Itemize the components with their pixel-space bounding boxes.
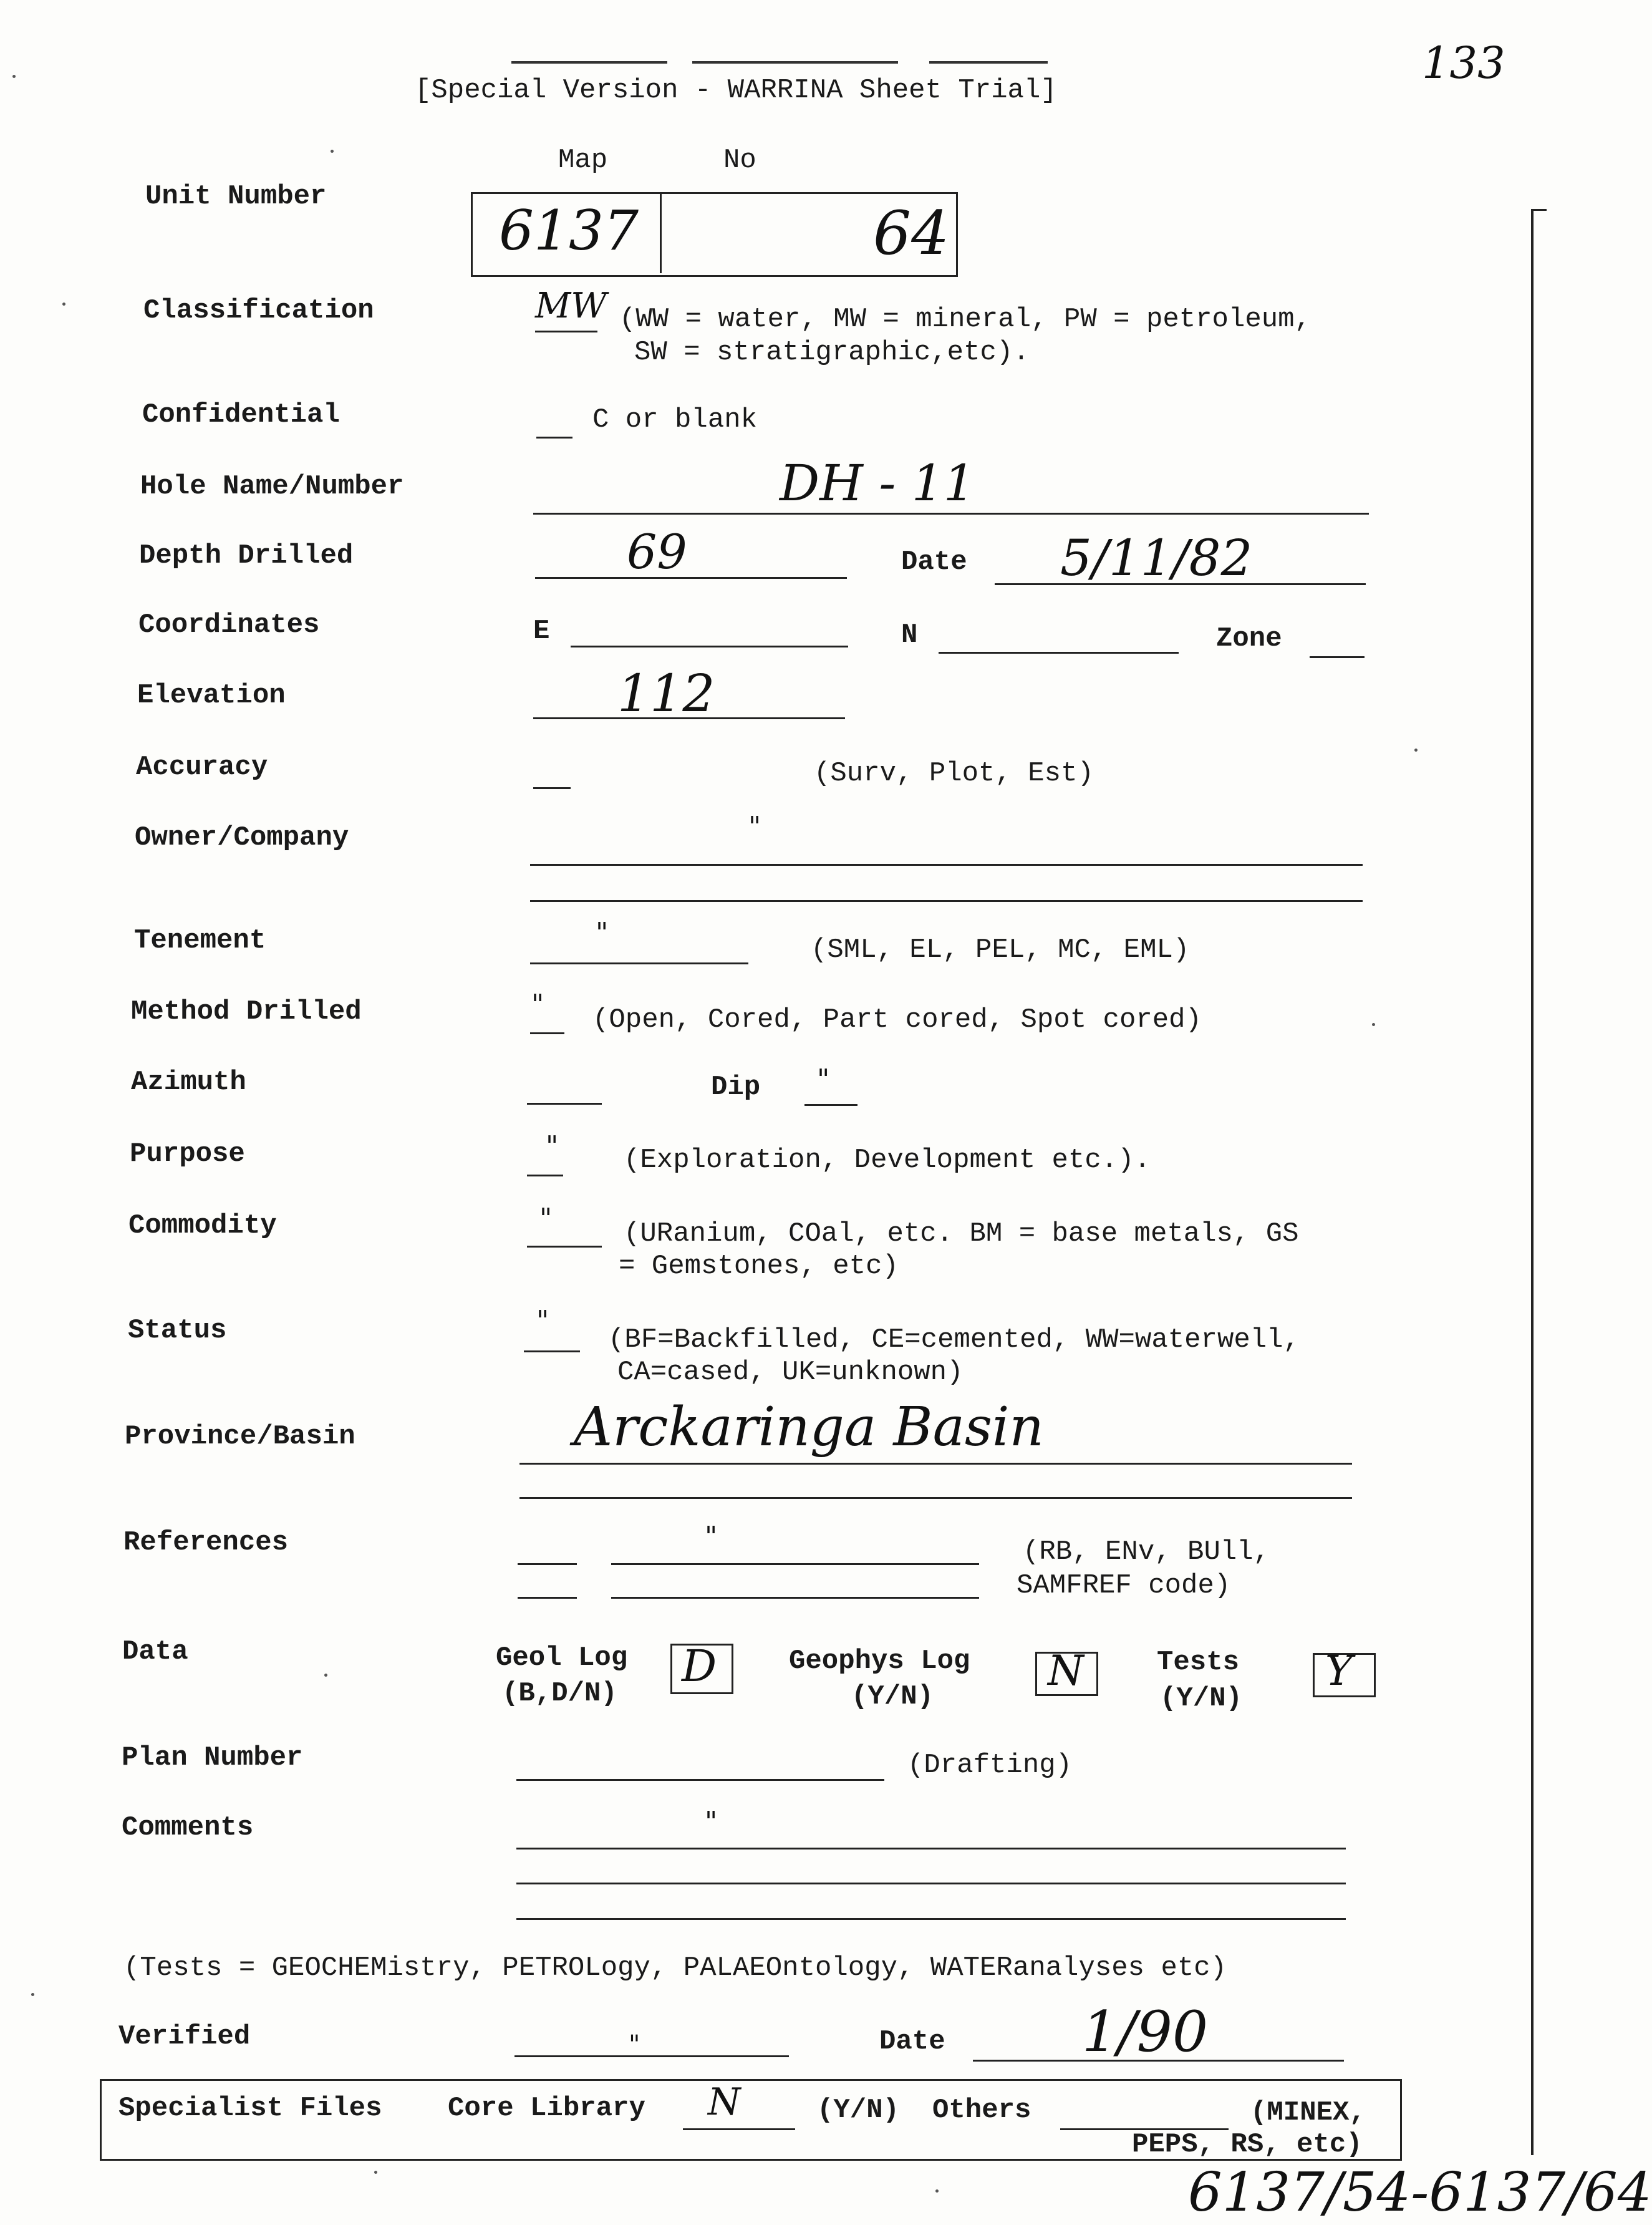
tests-label: Tests bbox=[1157, 1647, 1240, 1678]
azimuth-label: Azimuth bbox=[131, 1067, 246, 1098]
unit-map-value[interactable]: 6137 bbox=[499, 198, 639, 263]
date-value[interactable]: 5/11/82 bbox=[1060, 529, 1253, 587]
page-number: 133 bbox=[1422, 37, 1505, 89]
map-header: Map bbox=[558, 145, 608, 176]
references-hint-1: (RB, ENv, BUll, bbox=[1023, 1536, 1270, 1568]
depth-label: Depth Drilled bbox=[139, 540, 354, 571]
plan-number-field-line[interactable] bbox=[516, 1779, 884, 1781]
right-margin-tick bbox=[1531, 209, 1547, 211]
others-hint-1: (MINEX, bbox=[1250, 2097, 1366, 2128]
accuracy-label: Accuracy bbox=[136, 752, 268, 783]
method-hint: (Open, Cored, Part cored, Spot cored) bbox=[592, 1004, 1202, 1035]
specialist-files-label: Specialist Files bbox=[118, 2093, 382, 2124]
dip-label: Dip bbox=[711, 1072, 761, 1103]
tenement-label: Tenement bbox=[134, 925, 266, 956]
tenement-field-line bbox=[530, 962, 748, 964]
core-library-hint: (Y/N) bbox=[817, 2095, 900, 2126]
confidential-label: Confidential bbox=[142, 399, 340, 430]
status-label: Status bbox=[128, 1315, 227, 1346]
status-value[interactable]: " bbox=[536, 1305, 549, 1337]
scan-speck bbox=[374, 2171, 377, 2174]
obscured-title-dash bbox=[511, 61, 667, 64]
coordinates-label: Coordinates bbox=[138, 609, 320, 641]
verified-field-line bbox=[514, 2055, 789, 2057]
scan-speck bbox=[324, 1674, 327, 1677]
unit-number-divider bbox=[660, 192, 662, 273]
geophys-log-hint: (Y/N) bbox=[851, 1681, 934, 1712]
no-header: No bbox=[723, 145, 756, 176]
references-short-line-1[interactable] bbox=[518, 1563, 577, 1565]
azimuth-field-line[interactable] bbox=[527, 1103, 602, 1105]
commodity-label: Commodity bbox=[128, 1210, 277, 1241]
core-library-field-line bbox=[683, 2128, 795, 2130]
footer-annotation: 6137/54-6137/64 bbox=[1188, 2161, 1652, 2224]
zone-label: Zone bbox=[1216, 623, 1282, 654]
plan-number-label: Plan Number bbox=[122, 1742, 303, 1773]
tenement-value[interactable]: " bbox=[596, 917, 609, 949]
date-field-line bbox=[995, 583, 1366, 585]
hole-name-field-line bbox=[533, 513, 1369, 515]
province-label: Province/Basin bbox=[125, 1421, 355, 1452]
references-long-line-1[interactable] bbox=[611, 1563, 979, 1565]
tenement-hint: (SML, EL, PEL, MC, EML) bbox=[811, 934, 1190, 966]
method-value[interactable]: " bbox=[531, 989, 544, 1020]
date-label: Date bbox=[901, 546, 967, 578]
geophys-log-value[interactable]: N bbox=[1048, 1647, 1084, 1695]
comments-label: Comments bbox=[122, 1812, 254, 1843]
confidential-field-line[interactable] bbox=[536, 437, 572, 439]
references-value[interactable]: " bbox=[705, 1521, 718, 1553]
accuracy-hint: (Surv, Plot, Est) bbox=[814, 758, 1094, 789]
owner-label: Owner/Company bbox=[135, 822, 349, 853]
hole-name-value[interactable]: DH - 11 bbox=[780, 454, 975, 512]
data-label: Data bbox=[122, 1636, 188, 1667]
northing-field-line[interactable] bbox=[939, 652, 1179, 654]
easting-field-line[interactable] bbox=[571, 646, 848, 647]
classification-field-line bbox=[535, 331, 597, 332]
tests-value[interactable]: Y bbox=[1325, 1647, 1353, 1695]
owner-value[interactable]: " bbox=[748, 811, 761, 843]
status-hint-1: (BF=Backfilled, CE=cemented, WW=waterwell, bbox=[608, 1324, 1300, 1355]
elevation-field-line bbox=[533, 717, 845, 719]
elevation-value[interactable]: 112 bbox=[617, 664, 715, 724]
purpose-hint: (Exploration, Development etc.). bbox=[624, 1145, 1151, 1176]
references-long-line-2[interactable] bbox=[611, 1597, 979, 1599]
unit-number-label: Unit Number bbox=[145, 181, 327, 212]
classification-legend-1: (WW = water, MW = mineral, PW = petroleum, bbox=[619, 304, 1311, 335]
purpose-value[interactable]: " bbox=[546, 1130, 559, 1162]
others-label: Others bbox=[932, 2095, 1031, 2126]
scan-speck bbox=[935, 2189, 939, 2193]
obscured-title-dash bbox=[692, 61, 898, 64]
purpose-label: Purpose bbox=[130, 1138, 245, 1170]
scan-speck bbox=[331, 150, 334, 153]
commodity-hint-2: = Gemstones, etc) bbox=[619, 1251, 899, 1282]
purpose-field-line bbox=[527, 1175, 563, 1176]
province-field-line-2 bbox=[519, 1497, 1352, 1499]
verified-label: Verified bbox=[118, 2021, 251, 2052]
owner-field-line-2 bbox=[530, 900, 1363, 902]
verified-date-value[interactable]: 1/90 bbox=[1082, 1999, 1209, 2065]
zone-field-line[interactable] bbox=[1310, 656, 1365, 658]
commodity-hint-1: (URanium, COal, etc. BM = base metals, GS bbox=[624, 1218, 1299, 1249]
core-library-value[interactable]: N bbox=[708, 2080, 741, 2124]
right-margin-line bbox=[1531, 209, 1534, 2155]
plan-number-hint: (Drafting) bbox=[907, 1750, 1073, 1781]
province-field-line-1 bbox=[519, 1463, 1352, 1465]
owner-field-line-1 bbox=[530, 864, 1363, 866]
confidential-hint: C or blank bbox=[592, 404, 758, 435]
geol-log-value[interactable]: D bbox=[682, 1641, 717, 1692]
depth-value[interactable]: 69 bbox=[627, 524, 687, 579]
comments-field-line-1 bbox=[516, 1848, 1346, 1849]
classification-value[interactable]: MW bbox=[535, 286, 607, 326]
commodity-field-line bbox=[527, 1246, 602, 1248]
status-hint-2: CA=cased, UK=unknown) bbox=[617, 1357, 964, 1388]
easting-label: E bbox=[533, 616, 550, 647]
comments-field-line-3 bbox=[516, 1918, 1346, 1920]
province-value[interactable]: Arckaringa Basin bbox=[574, 1396, 1044, 1458]
geol-log-hint: (B,D/N) bbox=[502, 1678, 617, 1709]
tests-note: (Tests = GEOCHEMistry, PETROLogy, PALAEOntology, WATERanalyses etc) bbox=[123, 1952, 1227, 1984]
verified-date-field-line bbox=[973, 2060, 1344, 2062]
elevation-label: Elevation bbox=[137, 680, 286, 711]
references-hint-2: SAMFREF code) bbox=[1017, 1570, 1231, 1601]
geophys-log-label: Geophys Log bbox=[789, 1646, 970, 1677]
dip-value[interactable]: " bbox=[817, 1064, 830, 1095]
depth-field-line bbox=[535, 577, 847, 579]
scan-speck bbox=[1372, 1023, 1375, 1026]
scan-speck bbox=[12, 75, 16, 78]
northing-label: N bbox=[901, 619, 918, 651]
method-field-line bbox=[530, 1032, 564, 1034]
hole-name-label: Hole Name/Number bbox=[140, 471, 404, 502]
obscured-title-dash bbox=[929, 61, 1048, 64]
references-label: References bbox=[123, 1527, 289, 1558]
tests-hint: (Y/N) bbox=[1160, 1683, 1243, 1714]
verified-date-label: Date bbox=[879, 2026, 945, 2057]
form-subtitle: [Special Version - WARRINA Sheet Trial] bbox=[415, 75, 1057, 106]
core-library-label: Core Library bbox=[448, 2093, 645, 2124]
comments-value[interactable]: " bbox=[705, 1806, 718, 1838]
classification-label: Classification bbox=[143, 295, 374, 326]
scan-speck bbox=[62, 303, 65, 306]
unit-no-value[interactable]: 64 bbox=[873, 198, 950, 268]
scan-speck bbox=[1414, 749, 1418, 752]
comments-field-line-2 bbox=[516, 1883, 1346, 1884]
verified-value[interactable]: " bbox=[629, 2030, 640, 2059]
accuracy-field-line[interactable] bbox=[533, 787, 571, 789]
scan-speck bbox=[31, 1993, 34, 1996]
commodity-value[interactable]: " bbox=[539, 1203, 553, 1234]
dip-field-line bbox=[804, 1104, 857, 1106]
method-label: Method Drilled bbox=[131, 996, 362, 1027]
classification-legend-2: SW = stratigraphic,etc). bbox=[634, 337, 1030, 368]
others-hint-2: PEPS, RS, etc) bbox=[1132, 2129, 1363, 2160]
status-field-line bbox=[524, 1350, 580, 1352]
references-short-line-2[interactable] bbox=[518, 1597, 577, 1599]
geol-log-label: Geol Log bbox=[496, 1642, 628, 1674]
